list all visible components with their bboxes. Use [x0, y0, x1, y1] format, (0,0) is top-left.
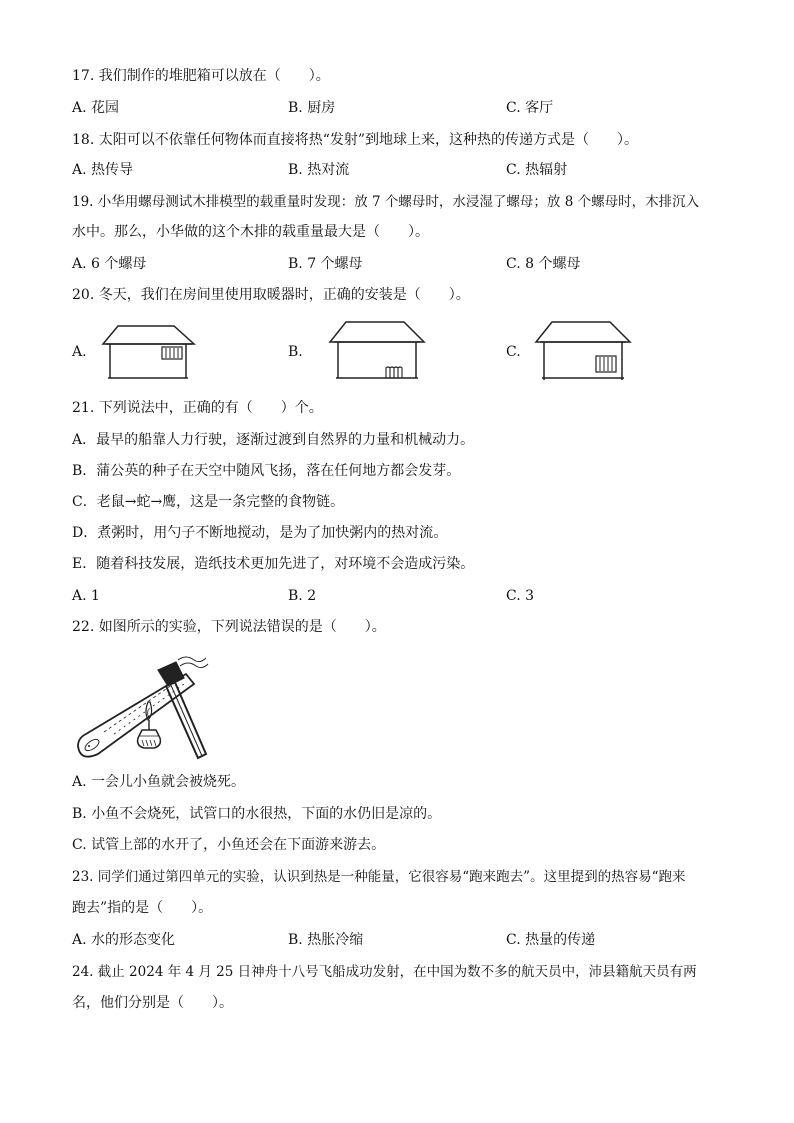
question-17-options	[72, 98, 732, 118]
question-23-options	[72, 930, 732, 950]
statement-c: C．老鼠→蛇→鹰，这是一条完整的食物链。	[72, 494, 345, 510]
question-18-options	[72, 160, 732, 180]
question-22-option-a: A. 一会儿小鱼就会被烧死。	[72, 774, 246, 790]
option-c-label: C.	[506, 344, 521, 360]
statement-a: A．最早的船靠人力行驶，逐渐过渡到自然界的力量和机械动力。	[72, 432, 475, 448]
question-22-option-b: B. 小鱼不会烧死，试管口的水很热，下面的水仍旧是凉的。	[72, 806, 442, 822]
option-b: B. 热对流	[288, 162, 350, 178]
house-heater-floor-figure	[326, 318, 428, 382]
house-heater-low-wall-figure	[532, 318, 634, 382]
statement-d: D．煮粥时，用勺子不断地搅动，是为了加快粥内的热对流。	[72, 525, 448, 541]
question-18-stem: 18. 太阳可以不依靠任何物体而直接将热“发射”到地球上来，这种热的传递方式是（ ）。	[72, 132, 639, 148]
statement-b: B．蒲公英的种子在天空中随风飞扬，落在任何地方都会发芽。	[72, 463, 461, 479]
option-b: B. 厨房	[288, 100, 336, 116]
question-17-stem: 17. 我们制作的堆肥箱可以放在（ ）。	[72, 68, 330, 84]
option-a: A. 水的形态变化	[72, 932, 176, 948]
option-b-label: B.	[288, 344, 303, 360]
statement-e: E．随着科技发展，造纸技术更加先进了，对环境不会造成污染。	[72, 556, 475, 572]
question-20-stem: 20. 冬天，我们在房间里使用取暖器时，正确的安装是（ ）。	[72, 287, 470, 303]
question-21-options	[72, 586, 732, 606]
question-21-stem: 21. 下列说法中，正确的有（ ）个。	[72, 400, 323, 416]
question-23-stem-line-2: 跑去”指的是（ ）。	[72, 900, 213, 916]
option-b: B. 热胀冷缩	[288, 932, 364, 948]
option-a: A. 花园	[72, 100, 120, 116]
question-24-stem-line-2: 名，他们分别是（ ）。	[72, 995, 233, 1011]
option-c: C. 客厅	[506, 100, 554, 116]
option-b: B. 2	[288, 588, 317, 604]
question-24-stem-line-1: 24. 截止 2024 年 4 月 25 日神舟十八号飞船成功发射，在中国为数不多的航天员中，沛县籍航天员有两	[72, 964, 697, 980]
option-a: A. 热传导	[72, 162, 134, 178]
question-19-options	[72, 254, 732, 274]
option-a-label: A.	[72, 344, 87, 360]
question-19-stem-line-1: 19. 小华用螺母测试木排模型的载重量时发现：放 7 个螺母时，水浸湿了螺母；放 8 个螺母时，木排沉入	[72, 194, 700, 210]
question-22-option-c: C. 试管上部的水开了，小鱼还会在下面游来游去。	[72, 837, 386, 853]
house-heater-on-wall-figure	[100, 320, 196, 382]
option-b: B. 7 个螺母	[288, 256, 363, 272]
option-a: A. 6 个螺母	[72, 256, 147, 272]
question-22-stem: 22. 如图所示的实验，下列说法错误的是（ ）。	[72, 619, 386, 635]
question-23-stem-line-1: 23. 同学们通过第四单元的实验，认识到热是一种能量，它很容易“跑来跑去”。这里提到的热容易“跑来	[72, 869, 686, 885]
test-tube-heating-experiment-figure	[74, 650, 214, 760]
option-c: C. 热辐射	[506, 162, 568, 178]
question-19-stem-line-2: 水中。那么，小华做的这个木排的载重量最大是（ ）。	[72, 224, 429, 240]
option-c: C. 3	[506, 588, 535, 604]
option-c: C. 热量的传递	[506, 932, 596, 948]
option-a: A. 1	[72, 588, 100, 604]
option-c: C. 8 个螺母	[506, 256, 581, 272]
